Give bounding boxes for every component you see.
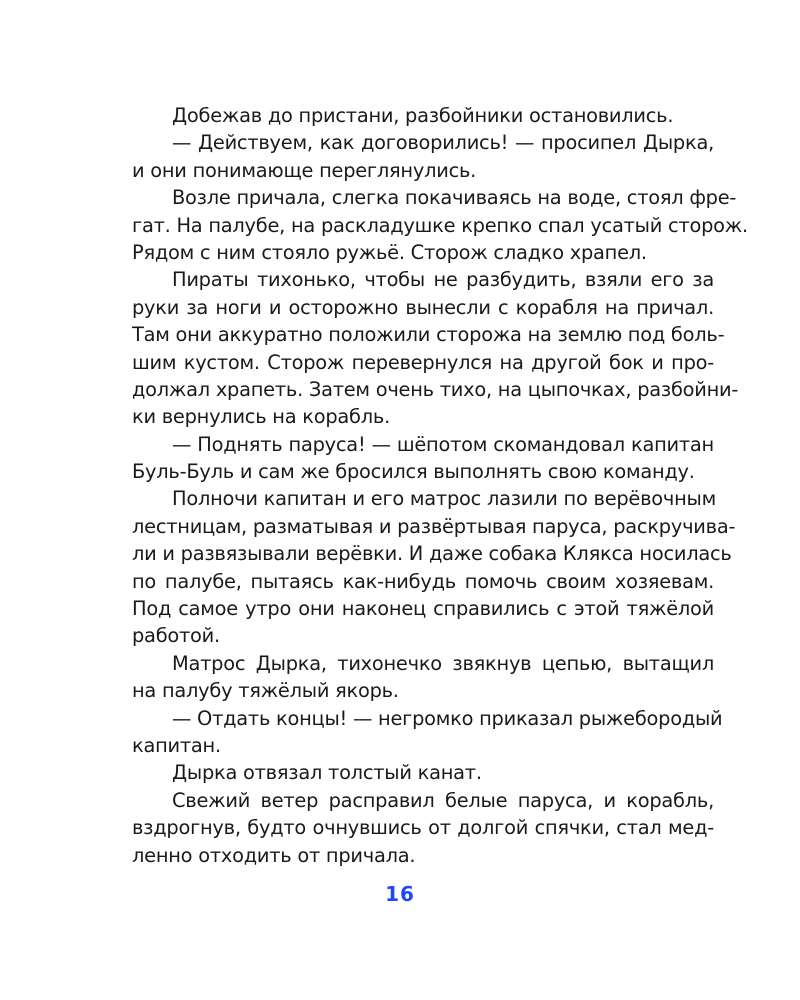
text-line: — Отдать концы! — негромко приказал рыжебородый [172,706,723,730]
text-line: Возле причала, слегка покачиваясь на воде, стоял фре- [172,186,737,210]
text-line: Пираты тихонько, чтобы не разбудить, взяли его за [172,268,714,292]
text-line: Буль-Буль и сам же бросился выполнять свою команду. [132,460,695,484]
text-line: ки вернулись на корабль. [132,405,390,429]
body-text [132,102,748,869]
text-line: — Поднять паруса! — шёпотом скомандовал капитан [172,432,714,456]
text-line: работой. [132,624,220,648]
text-line: Добежав до пристани, разбойники остановились. [172,104,674,127]
text-line: ленно отходить от причала. [132,843,416,867]
text-line: Рядом с ним стояло ружьё. Сторож сладко храпел. [132,240,647,264]
text-line: Матрос Дырка, тихонечко звякнув цепью, вытащил [172,651,714,675]
text-line: руки за ноги и осторожно вынесли с корабля на причал. [132,295,714,319]
text-line: должал храпеть. Затем очень тихо, на цыпочках, разбойни- [132,377,739,401]
text-line: Дырка отвязал толстый канат. [172,761,482,785]
text-line: Под самое утро они наконец справились с этой тяжёлой [132,597,714,621]
text-line: шим кустом. Сторож перевернулся на другой бок и про- [132,350,714,374]
text-line: капитан. [132,733,221,757]
text-line: вздрогнув, будто очнувшись от долгой спячки, стал мед- [132,816,714,840]
text-line: по палубе, пытаясь как-нибудь помочь своим хозяевам. [132,569,714,593]
text-line: Там они аккуратно положили сторожа на землю под боль- [132,323,725,347]
text-line: Полночи капитан и его матрос лазили по верёвочным [172,487,716,511]
text-line: гат. На палубе, на раскладушке крепко спал усатый сторож. [132,213,748,237]
text-line: ли и развязывали верёвки. И даже собака Клякса носилась [132,542,732,566]
text-line: лестницам, разматывая и развёртывая паруса, раскручива- [132,514,736,538]
text-line: и они понимающе переглянулись. [132,158,477,182]
text-line: Свежий ветер расправил белые паруса, и корабль, [172,788,714,812]
text-line: на палубу тяжёлый якорь. [132,679,399,703]
page-number: 16 [385,882,415,906]
text-line: — Действуем, как договорились! — просипел Дырка, [172,131,714,155]
